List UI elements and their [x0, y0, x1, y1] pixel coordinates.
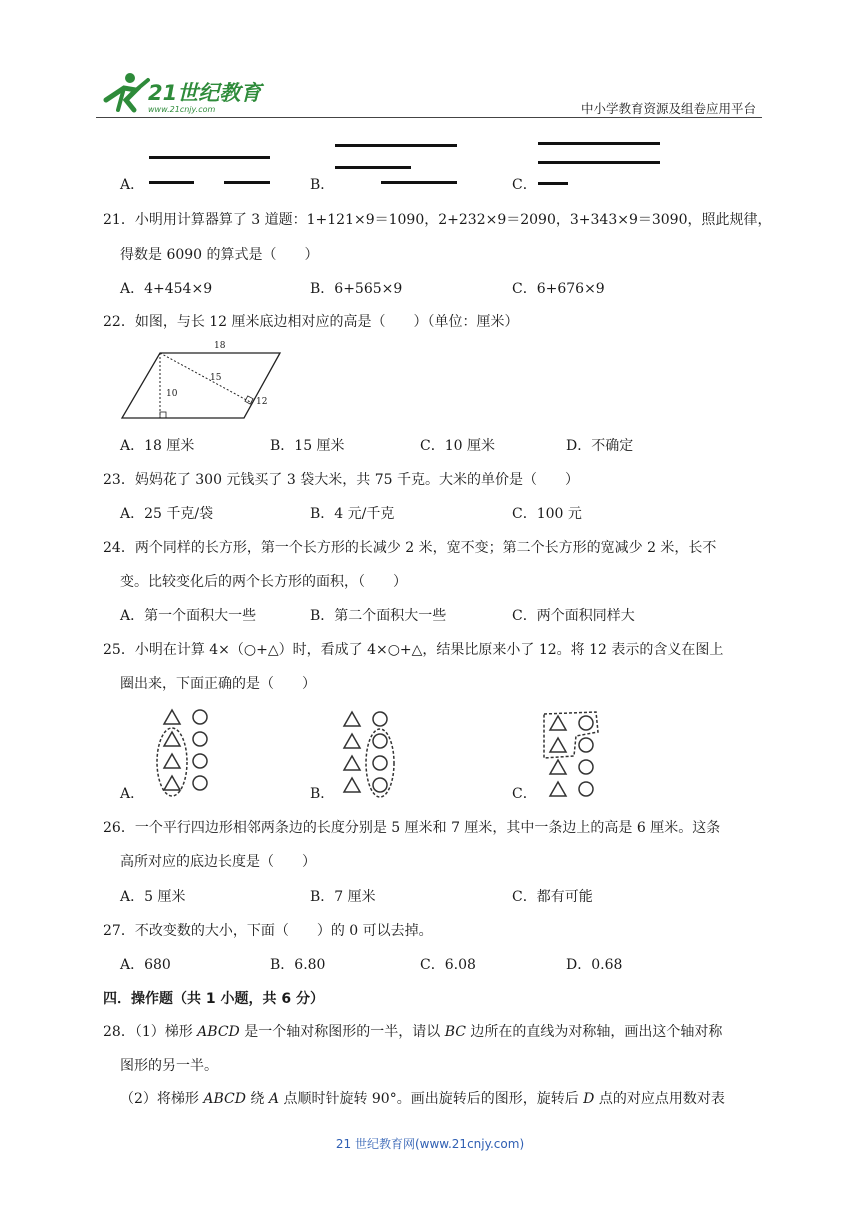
q26-option-c[interactable]: C．都有可能	[512, 889, 593, 905]
figure-label-top: 18	[214, 341, 226, 351]
q28-p2-var: ABCD	[203, 1091, 246, 1107]
q25-figure-b	[336, 708, 406, 800]
q25-option-c[interactable]: C．	[512, 786, 537, 802]
q21-text-line2: 得数是 6090 的算式是（ ）	[120, 247, 319, 263]
q27-text-line1: 27．不改变数的大小，下面（ ）的 0 可以去掉。	[103, 923, 433, 939]
q28-p2-post: 点的对应点用数对表	[594, 1091, 725, 1107]
q26-text-line1: 26．一个平行四边形相邻两条边的长度分别是 5 厘米和 7 厘米，其中一条边上的高是 6 厘米。这条	[103, 820, 721, 836]
q23-option-a[interactable]: A．25 千克/袋	[120, 506, 214, 522]
q26-option-b[interactable]: B．7 厘米	[310, 889, 376, 905]
q21-option-b[interactable]: B．6+565×9	[310, 281, 403, 297]
q21-option-a[interactable]: A．4+454×9	[120, 281, 213, 297]
q20-a-line-left	[149, 181, 194, 184]
q24-option-b[interactable]: B．第二个面积大一些	[310, 608, 447, 624]
q20-option-b[interactable]: B．	[310, 177, 335, 193]
q26-option-a[interactable]: A．5 厘米	[120, 889, 186, 905]
header-divider	[96, 117, 762, 118]
q22-option-b[interactable]: B．15 厘米	[270, 438, 345, 454]
q22-option-d[interactable]: D．不确定	[566, 438, 634, 454]
q23-option-b[interactable]: B．4 元/千克	[310, 506, 395, 522]
q20-option-c[interactable]: C．	[512, 177, 537, 193]
q28-part1-line2: 图形的另一半。	[120, 1058, 218, 1074]
q25-figure-a	[150, 706, 220, 798]
q24-text-line1: 24．两个同样的长方形，第一个长方形的长减少 2 米，宽不变；第二个长方形的宽减少 2 米，长不	[103, 540, 717, 556]
q25-option-a[interactable]: A．	[120, 786, 145, 802]
q20-a-line-top	[149, 156, 270, 159]
q27-option-c[interactable]: C．6.08	[420, 957, 476, 973]
q20-c-line-bottom	[538, 182, 568, 185]
q25-text-line1: 25．小明在计算 4×（○+△）时，看成了 4×○+△，结果比原来小了 12。将 12 表示的含义在图上	[103, 642, 724, 658]
section-title: 四．操作题（共 1 小题，共 6 分）	[103, 991, 324, 1007]
q20-b-line-mid	[335, 166, 411, 169]
q23-text-line1: 23．妈妈花了 300 元钱买了 3 袋大米，共 75 千克。大米的单价是（ ）	[103, 472, 579, 488]
q21-text-line1: 21．小明用计算器算了 3 道题：1+121×9＝1090，2+232×9＝2090，3+343×9＝3090，照此规律，	[103, 212, 772, 228]
figure-label-side: 12	[256, 397, 268, 407]
figure-label-diagonal: 15	[210, 373, 222, 383]
q20-c-line-mid	[538, 161, 660, 164]
q23-option-c[interactable]: C．100 元	[512, 506, 582, 522]
q20-b-line-top	[335, 144, 457, 147]
q25-text-line2: 圈出来，下面正确的是（ ）	[120, 676, 316, 692]
q22-option-a[interactable]: A．18 厘米	[120, 438, 195, 454]
runner-logo-icon	[96, 70, 266, 114]
q20-option-a[interactable]: A．	[120, 177, 145, 193]
q22-option-c[interactable]: C．10 厘米	[420, 438, 495, 454]
q28-p2-pre: （2）将梯形	[120, 1091, 204, 1107]
logo	[96, 70, 266, 114]
q28-p1-var: ABCD	[197, 1024, 240, 1040]
q25-option-b[interactable]: B．	[310, 786, 335, 802]
q26-text-line2: 高所对应的底边长度是（ ）	[120, 854, 316, 870]
q28-p1-post: 边所在的直线为对称轴，画出这个轴对称	[465, 1024, 723, 1040]
footer-source: 21 世纪教育网(www.21cnjy.com)	[335, 1137, 525, 1151]
q24-option-a[interactable]: A．第一个面积大一些	[120, 608, 257, 624]
q24-text-line2: 变。比较变化后的两个长方形的面积，（ ）	[120, 574, 407, 590]
q21-option-c[interactable]: C．6+676×9	[512, 281, 605, 297]
q28-part1-line1	[103, 1021, 722, 1041]
parallelogram-figure	[118, 336, 288, 426]
q28-p2-mid2: 点顺时针旋转 90°。画出旋转后的图形，旋转后	[279, 1091, 584, 1107]
q27-option-d[interactable]: D．0.68	[566, 957, 623, 973]
q28-p1-pre: 28．（1）梯形	[103, 1024, 198, 1040]
figure-label-height: 10	[166, 389, 178, 399]
q20-b-line-bottom	[381, 181, 457, 184]
q28-p2-var2: A	[268, 1091, 279, 1107]
q25-figure-c	[538, 708, 608, 800]
logo-text: 21世纪教育	[148, 81, 262, 105]
q28-p2-mid: 绕	[245, 1091, 269, 1107]
q27-option-a[interactable]: A．680	[120, 957, 171, 973]
q28-p2-var3: D	[583, 1091, 595, 1107]
q28-p1-mid: 是一个轴对称图形的一半，请以	[239, 1024, 445, 1040]
q22-text-line1: 22．如图，与长 12 厘米底边相对应的高是（ ）（单位：厘米）	[103, 314, 519, 330]
logo-url: www.21cnjy.com	[148, 105, 216, 114]
q20-a-line-right	[224, 181, 270, 184]
q27-option-b[interactable]: B．6.80	[270, 957, 326, 973]
q20-c-line-top	[538, 142, 660, 145]
q28-p1-var2: BC	[444, 1024, 466, 1040]
q24-option-c[interactable]: C．两个面积同样大	[512, 608, 635, 624]
q28-part2-line1	[120, 1088, 725, 1108]
header-platform-name: 中小学教育资源及组卷应用平台	[580, 101, 756, 116]
